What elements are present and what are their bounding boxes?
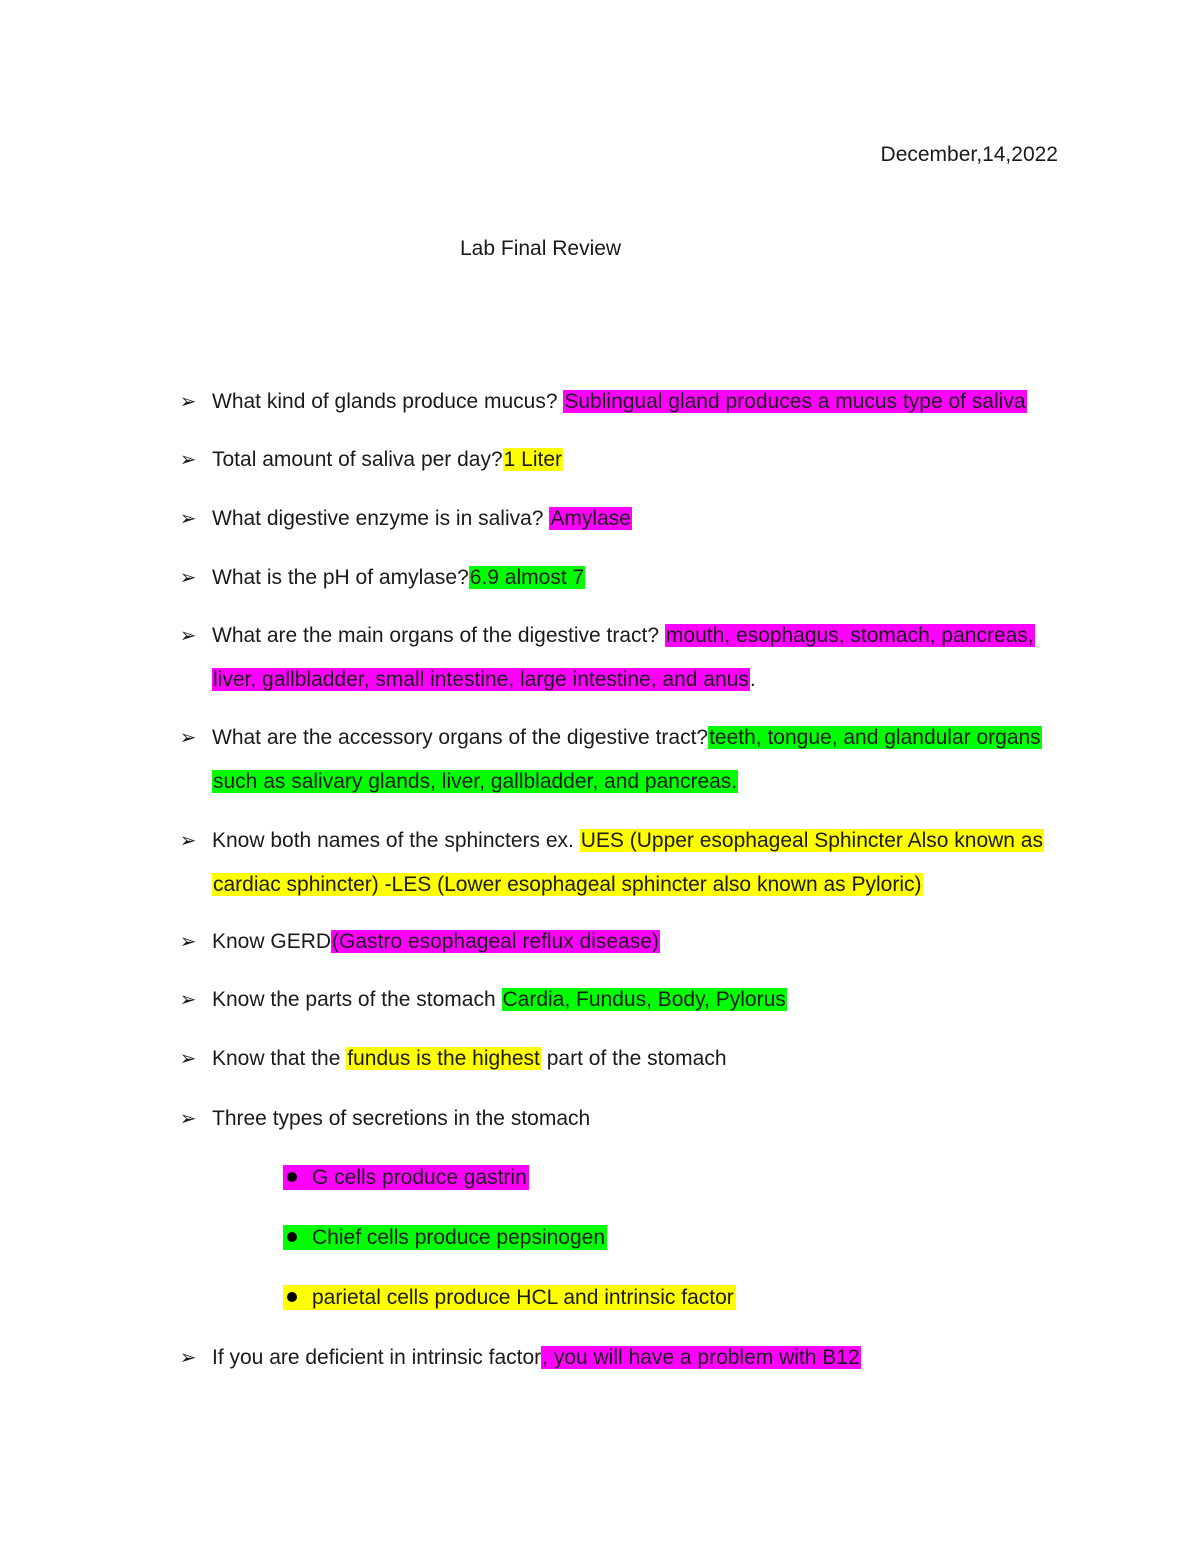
arrow-bullet-icon: ➢ <box>179 508 197 530</box>
dot-bullet-icon <box>287 1292 297 1302</box>
arrow-bullet-icon: ➢ <box>179 931 197 953</box>
question-text: What digestive enzyme is in saliva? <box>212 507 544 530</box>
answer-highlight: fundus is the highest <box>347 1047 540 1070</box>
dot-bullet-icon <box>287 1172 297 1182</box>
sub-list-item <box>283 1162 529 1194</box>
answer-tail: . <box>749 668 756 691</box>
question-text: Know the parts of the stomach <box>212 988 496 1011</box>
answer-highlight-cont: liver, gallbladder, small intestine, large intestine, and anus <box>213 668 749 691</box>
arrow-bullet-icon: ➢ <box>179 391 197 413</box>
list-item <box>178 380 1078 424</box>
question-text: What are the accessory organs of the digestive tract? <box>212 726 709 749</box>
document-date: December,14,2022 <box>880 143 1058 166</box>
answer-highlight: Cardia, Fundus, Body, Pylorus <box>502 988 786 1011</box>
answer-highlight: Amylase <box>550 507 631 530</box>
answer-highlight: teeth, tongue, and glandular organs <box>709 726 1041 749</box>
list-item <box>178 819 1078 907</box>
question-text: Know both names of the sphincters ex. <box>212 829 574 852</box>
question-text: What are the main organs of the digestive tract? <box>212 624 660 647</box>
answer-highlight: 1 Liter <box>503 448 563 471</box>
answer-highlight: UES (Upper esophageal Sphincter Also known as <box>580 829 1043 852</box>
list-item <box>178 1336 1078 1380</box>
question-text: What is the pH of amylase? <box>212 566 469 589</box>
arrow-bullet-icon: ➢ <box>179 989 197 1011</box>
question-text: Total amount of saliva per day? <box>212 448 503 471</box>
dot-bullet-icon <box>287 1232 297 1242</box>
secretion-text: parietal cells produce HCL and intrinsic factor <box>312 1286 734 1309</box>
arrow-bullet-icon: ➢ <box>179 625 197 647</box>
list-item <box>178 978 1078 1022</box>
arrow-bullet-icon: ➢ <box>179 567 197 589</box>
arrow-bullet-icon: ➢ <box>179 830 197 852</box>
secretion-text: G cells produce gastrin <box>312 1166 527 1189</box>
question-text: If you are deficient in intrinsic factor <box>212 1346 542 1369</box>
secretion-highlight <box>283 1285 736 1310</box>
answer-highlight: (Gastro esophageal reflux disease) <box>332 930 659 953</box>
list-item <box>178 1037 1078 1081</box>
question-text: Know that the <box>212 1047 341 1070</box>
answer-highlight-cont: such as salivary glands, liver, gallbladder, and pancreas. <box>213 770 738 793</box>
list-item <box>178 556 1078 600</box>
secretion-highlight <box>283 1165 529 1190</box>
arrow-bullet-icon: ➢ <box>179 727 197 749</box>
secretion-highlight <box>283 1225 607 1250</box>
question-text: What kind of glands produce mucus? <box>212 390 558 413</box>
list-item <box>178 614 1078 702</box>
sub-list-item <box>283 1222 607 1254</box>
document-title: Lab Final Review <box>460 237 622 260</box>
arrow-bullet-icon: ➢ <box>179 1347 197 1369</box>
list-item <box>178 716 1078 804</box>
answer-highlight: , you will have a problem with B12 <box>542 1346 860 1369</box>
answer-highlight-cont: cardiac sphincter) -LES (Lower esophageal sphincter also known as Pyloric) <box>213 873 922 896</box>
secretion-text: Chief cells produce pepsinogen <box>312 1226 606 1249</box>
arrow-bullet-icon: ➢ <box>179 1108 197 1130</box>
answer-tail: part of the stomach <box>546 1047 727 1070</box>
question-text: Three types of secretions in the stomach <box>212 1107 591 1130</box>
answer-highlight: 6.9 almost 7 <box>469 566 585 589</box>
list-item <box>178 1097 1078 1141</box>
sub-list-item <box>283 1282 736 1314</box>
arrow-bullet-icon: ➢ <box>179 1048 197 1070</box>
question-text: Know GERD <box>212 930 332 953</box>
list-item <box>178 920 1078 964</box>
list-item <box>178 438 1078 482</box>
answer-highlight: mouth, esophagus, stomach, pancreas, <box>665 624 1034 647</box>
answer-highlight: Sublingual gland produces a mucus type of saliva <box>564 390 1026 413</box>
list-item <box>178 497 1078 541</box>
arrow-bullet-icon: ➢ <box>179 449 197 471</box>
